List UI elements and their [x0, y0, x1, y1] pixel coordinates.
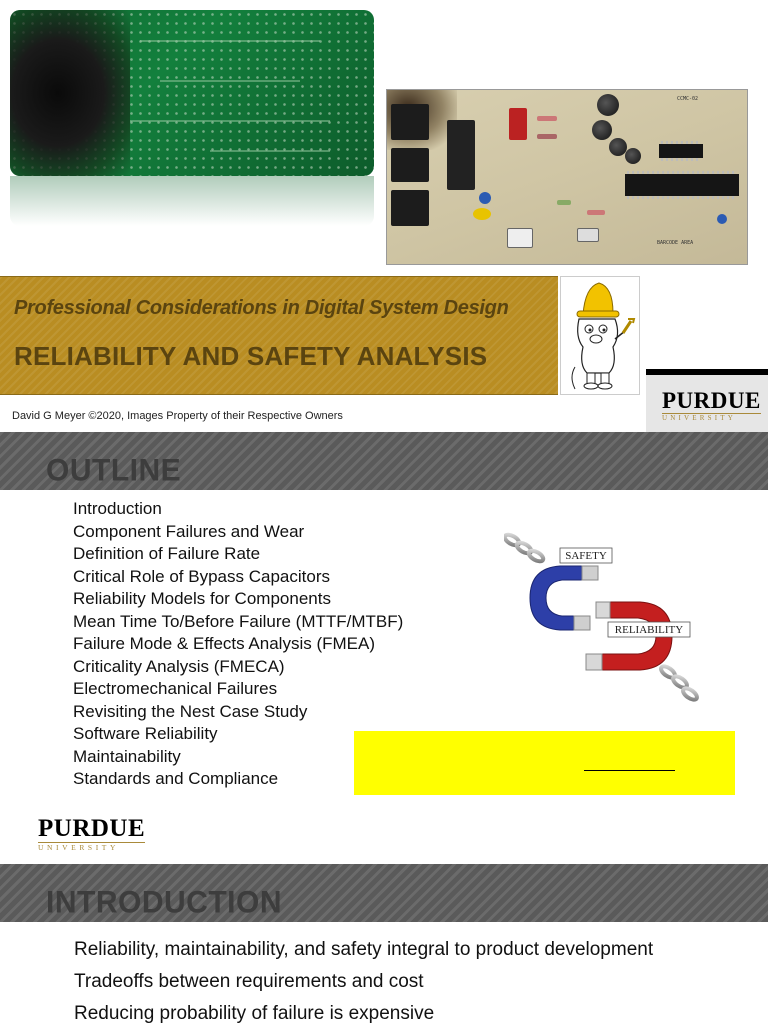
copyright-credit: David G Meyer ©2020, Images Property of their Respective Owners: [12, 410, 343, 422]
burnt-pcb-photo: [10, 10, 374, 176]
intro-item: Reliability, maintainability, and safety integral to product development: [74, 939, 654, 960]
introduction-heading: INTRODUCTION: [46, 885, 282, 920]
outline-item: Definition of Failure Rate: [73, 544, 261, 563]
outline-item: Standards and Compliance: [73, 769, 279, 788]
slide-title: RELIABILITY AND SAFETY ANALYSIS: [14, 341, 488, 371]
control-board-photo: CCMC-02 BARCODE AREA: [386, 89, 748, 265]
title-slide: [0, 0, 768, 432]
pcb-reflection: [10, 176, 374, 226]
outline-item: Reliability Models for Components: [73, 589, 331, 608]
underline-mark: [584, 770, 675, 771]
reliability-label: RELIABILITY: [614, 624, 684, 636]
highlight-box: [354, 731, 735, 795]
outline-item: Software Reliability: [73, 724, 218, 743]
safety-reliability-magnet-graphic: [504, 532, 700, 708]
introduction-slide: [0, 864, 768, 1024]
intro-item: Tradeoffs between requirements and cost: [74, 971, 424, 992]
outline-heading: OUTLINE: [46, 453, 182, 488]
outline-item: Maintainability: [73, 746, 181, 766]
outline-item: Critical Role of Bypass Capacitors: [73, 566, 330, 586]
outline-item: Failure Mode & Effects Analysis (FMEA): [73, 634, 376, 653]
introduction-list: [74, 934, 653, 1024]
outline-item: Electromechanical Failures: [73, 679, 278, 698]
purdue-logo-box: [646, 369, 768, 432]
safety-label: SAFETY: [565, 550, 607, 562]
title-banner: [0, 276, 558, 395]
outline-header-bar: [0, 432, 768, 490]
outline-item: Criticality Analysis (FMECA): [73, 656, 285, 676]
purdue-logo: PURDUE UNIVERSITY: [38, 815, 146, 852]
outline-slide: [0, 432, 768, 864]
purdue-logo: PURDUE UNIVERSITY: [662, 388, 761, 422]
outline-item: Mean Time To/Before Failure (MTTF/MTBF): [73, 611, 404, 631]
intro-item: Reducing probability of failure is expensive: [74, 1003, 435, 1024]
introduction-header-bar: [0, 864, 768, 922]
outline-item: Introduction: [73, 499, 162, 518]
mascot-drawing: [561, 277, 639, 394]
outline-item: Component Failures and Wear: [73, 521, 305, 541]
outline-item: Revisiting the Nest Case Study: [73, 701, 308, 721]
slide-subtitle: Professional Considerations in Digital System Design: [14, 297, 509, 319]
engineer-mascot: [560, 276, 640, 395]
